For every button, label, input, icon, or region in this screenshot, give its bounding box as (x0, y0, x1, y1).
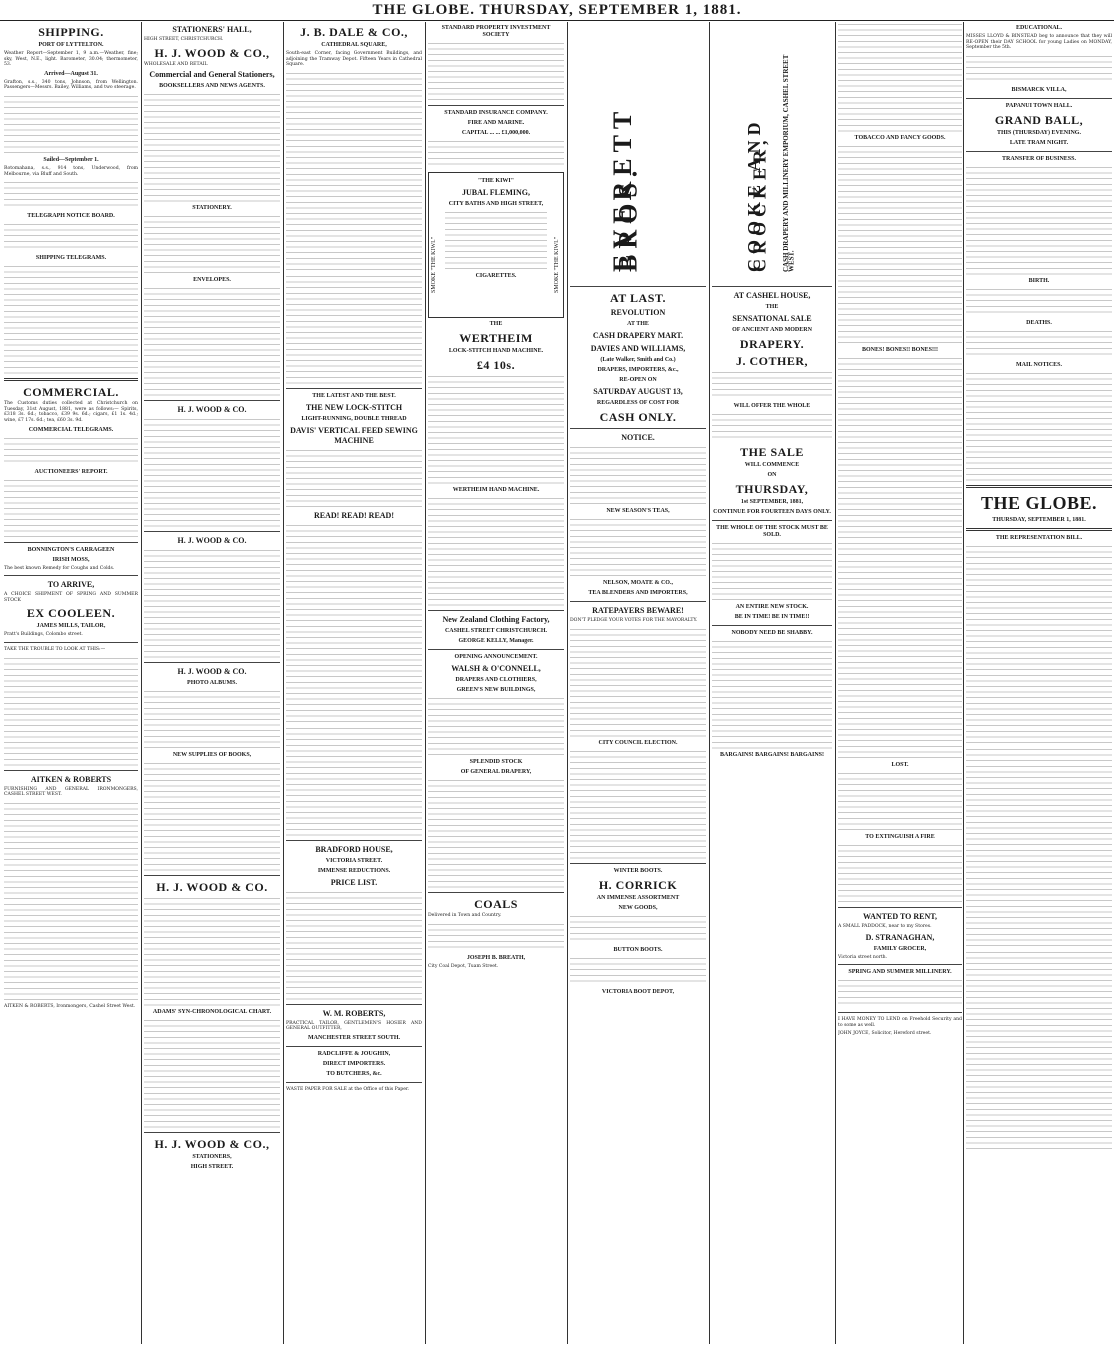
representation-heading: THE REPRESENTATION BILL. (995, 534, 1083, 541)
mail-heading: MAIL NOTICES. (1015, 361, 1062, 368)
carrageen-sub: IRISH MOSS, (52, 556, 90, 563)
lezard-text-block (4, 656, 138, 766)
grocer-line: FAMILY GROCER, (873, 945, 927, 952)
shipping-telegrams-heading: SHIPPING TELEGRAMS. (35, 255, 107, 262)
bones-heading: BONES! BONES!! BONES!!! (861, 347, 938, 353)
wholesale-line: WHOLESALE AND RETAIL (144, 61, 208, 67)
mail-text-block (966, 371, 1112, 481)
cooke-heading: COOKE AND CROCKER, (744, 117, 770, 272)
column-rule (567, 22, 568, 1344)
wanted-text-block-2 (838, 144, 962, 344)
wertheim-price: £4 10s. (476, 358, 516, 372)
nelson-sub: TEA BLENDERS AND IMPORTERS, (588, 590, 688, 596)
importers-line: DIRECT IMPORTERS. (322, 1060, 386, 1067)
drapers-importers: DRAPERS, IMPORTERS, &c., (597, 367, 679, 373)
columns (4, 22, 1112, 1344)
butchers-line: TO BUTCHERS, &c. (326, 1070, 382, 1077)
opening-heading: OPENING ANNOUNCEMENT. (454, 654, 538, 660)
globe-date: THURSDAY, SEPTEMBER 1, 1881. (992, 516, 1086, 523)
sailed-heading: Sailed—September 1. (43, 156, 99, 163)
wood5-text-block (144, 896, 280, 1006)
bismarck-line: BISMARCK VILLA, (1011, 86, 1067, 93)
grand-ball-heading: GRAND BALL, (994, 112, 1084, 127)
wood-heading: H. J. WOOD & CO., (154, 45, 270, 60)
new-goods-line: NEW GOODS, (618, 904, 658, 911)
column-6 (712, 22, 832, 1344)
revolution-heading: REVOLUTION (610, 308, 666, 317)
masthead: THE GLOBE. THURSDAY, SEPTEMBER 1, 1881. (0, 0, 1114, 21)
standard-insurance-heading: STANDARD INSURANCE COMPANY. (444, 110, 548, 116)
at-the-line: AT THE (627, 321, 649, 327)
commercial-stationers: Commercial and General Stationers, (149, 70, 275, 80)
aitken-heading: AITKEN & ROBERTS (30, 774, 112, 784)
column-1 (4, 22, 138, 1344)
radcliffe-heading: RADCLIFFE & JOUGHIN, (317, 1050, 391, 1057)
breath-heading: JOSEPH B. BREATH, (466, 954, 526, 961)
millinery-heading: SPRING AND SUMMER MILLINERY. (848, 969, 952, 976)
teas-heading: NEW SEASON'S TEAS, (606, 508, 670, 514)
coals-sub: Delivered in Town and Country. (428, 913, 502, 918)
lockstitch-sub: LIGHT-RUNNING, DOUBLE THREAD (301, 415, 407, 422)
the-word: THE (765, 304, 779, 310)
victoria-street: VICTORIA STREET. (325, 857, 383, 864)
greens-line: GREEN'S NEW BUILDINGS, (456, 687, 536, 693)
column-rule (709, 22, 710, 1344)
nz-clothing-heading: New Zealand Clothing Factory, (442, 615, 550, 624)
boots-text-block (570, 956, 706, 986)
envelopes-text-block (144, 286, 280, 396)
entire-line: AN ENTIRE NEW STOCK. (735, 604, 809, 610)
latest-heading: THE LATEST AND THE BEST. (312, 392, 396, 399)
lloyd-text: MISSES LLOYD & BINSTEAD beg to announce that they will RE-OPEN their DAY SCHOOL for young Ladies on MONDAY, September the 5th. (966, 34, 1112, 51)
breath-address: City Coal Depot, Tuam Street. (428, 963, 499, 969)
new-supplies-text-block (144, 761, 280, 871)
wanted-text-block-4 (838, 559, 962, 759)
nelson-heading: NELSON, MOATE & CO., (603, 580, 673, 586)
drapers-line: DRAPERS AND CLOTHIERS, (455, 677, 537, 683)
commercial-text-block (4, 436, 138, 466)
lezard-heading: TAKE THE TROUBLE TO LOOK AT THIS:— (4, 646, 106, 652)
walsh-text-block (428, 696, 564, 756)
column-rule (425, 22, 426, 1344)
stranaghan-heading: D. STRANAGHAN, (865, 932, 935, 942)
column-3 (286, 22, 422, 1344)
commercial-heading: COMMERCIAL. (23, 385, 119, 400)
new-supplies-heading: NEW SUPPLIES OF BOOKS, (172, 752, 252, 759)
port-heading: PORT OF LYTTELTON. (38, 42, 104, 48)
read-heading: READ! READ! READ! (314, 510, 394, 520)
bradford-heading: BRADFORD HOUSE, (315, 844, 393, 854)
globe-title: THE GLOBE. (980, 492, 1098, 513)
extinguish-text-block (838, 843, 962, 903)
teas-text-block (570, 517, 706, 577)
reopen-line: RE-OPEN ON (619, 377, 657, 383)
high-street-line: HIGH STREET. (190, 1164, 234, 1171)
ratepayers-text-block (570, 627, 706, 737)
notice-text-block (570, 445, 706, 505)
kiwi-ad (428, 172, 564, 318)
waste-paper: WASTE PAPER FOR SALE at the Office of this Paper. (286, 1086, 410, 1092)
smoke-kiwi-left: SMOKE "THE KIWI." (431, 236, 437, 293)
aitken-text-block (4, 801, 138, 1001)
cother-text-block (712, 370, 832, 400)
cooke-ad (712, 22, 832, 282)
cigarettes-heading: CIGARETTES. (475, 273, 517, 279)
wertheim-sub: LOCK-STITCH HAND MACHINE. (448, 348, 544, 354)
column-8 (966, 22, 1112, 1344)
davies-sub: (Late Walker, Smith and Co.) (600, 357, 676, 363)
winter-heading: WINTER BOOTS. (613, 867, 663, 874)
dale-address: CATHEDRAL SQUARE, (321, 42, 387, 48)
shabby-text-block (712, 639, 832, 749)
insurance-text-block (428, 139, 564, 169)
commence-line: WILL COMMENCE (744, 462, 800, 468)
commercial-text: The Customs duties collected at Christchurch on Tuesday, 31st August, 1881, were as follows:— Spirits, £318 3s. 6d.; tobacco, £39 9s. 6d.; cigars, £1 1s. 4d.; wine, £7 17s. 6d.; tea, £60 3s. 9d. (4, 401, 138, 423)
column-4 (428, 22, 564, 1344)
aitken-sub: FURNISHING AND GENERAL IRONMONGERS, CASHEL STREET WEST. (4, 786, 138, 798)
the-line: THE (489, 321, 503, 327)
dale-text-block-2 (286, 274, 422, 384)
jubal-address: CITY BATHS AND HIGH STREET, (448, 201, 544, 207)
ex-cooleen: EX COOLEEN. (26, 606, 116, 621)
telegrams-text-block (4, 264, 138, 374)
offer-text-block (712, 412, 832, 442)
regardless-line: REGARDLESS OF COST FOR (596, 400, 680, 406)
thursday-heading: THURSDAY, (735, 482, 809, 496)
arrive-heading: TO ARRIVE, (47, 580, 95, 590)
cashel-street-line: CASHEL STREET CHRISTCHURCH. (444, 628, 548, 634)
joyce-line: JOHN JOYCE, Solicitor, Hereford street. (838, 1031, 932, 1037)
fire-marine-line: FIRE AND MARINE. (467, 120, 525, 126)
column-5 (570, 22, 706, 1344)
mills-address: Pratt's Buildings, Colombo street. (4, 632, 83, 638)
wertheim-list-block (428, 496, 564, 606)
shipping-text-block (4, 180, 138, 210)
birth-heading: BIRTH. (1028, 277, 1050, 284)
carrageen-text: The best known Remedy for Coughs and Colds. (4, 565, 115, 571)
saturday-line: SATURDAY AUGUST 13, (593, 387, 683, 396)
dale-heading: J. B. DALE & CO., (300, 25, 408, 39)
will-offer-line: WILL OFFER THE WHOLE (733, 403, 811, 409)
general-line: OF GENERAL DRAPERY, (460, 769, 532, 775)
wanted-text-block (838, 22, 962, 132)
transfer-text-block (966, 165, 1112, 275)
commercial-telegrams-heading: COMMERCIAL TELEGRAMS. (28, 426, 114, 433)
stationery-heading: STATIONERY. (192, 205, 232, 212)
coals-text-block (428, 922, 564, 952)
button-boots-line: BUTTON BOOTS. (613, 946, 663, 953)
stranaghan-address: Victoria street north. (838, 954, 888, 960)
column-rule (835, 22, 836, 1344)
transfer-heading: TRANSFER OF BUSINESS. (1002, 155, 1076, 162)
continue-line: CONTINUE FOR FOURTEEN DAYS ONLY. (713, 509, 831, 515)
ancient-line: OF ANCIENT AND MODERN (732, 327, 812, 333)
dale-text-block (286, 71, 422, 271)
cother-heading: J. COTHER, (735, 354, 808, 368)
lockstitch-heading: THE NEW LOCK-STITCH (305, 402, 403, 412)
corrick-heading: H. CORRICK (598, 877, 678, 892)
photo-albums-text-block (144, 689, 280, 749)
adams-chart-heading: ADAMS' SYN-CHRONOLOGICAL CHART. (152, 1009, 272, 1016)
be-in-time-line: BE IN TIME! BE IN TIME!! (734, 614, 810, 620)
arrived-text: Grafton, s.s., 340 tons, Johnson, from Wellington. Passengers—Messrs. Bailey, Williams, and two steerage. (4, 79, 138, 91)
testimonials-text-block-2 (286, 726, 422, 836)
wood5-heading: H. J. WOOD & CO. (156, 880, 268, 895)
wood4-heading: H. J. WOOD & CO. (177, 667, 247, 677)
testimonials-text-block (286, 523, 422, 723)
millinery-text-block (838, 978, 962, 1008)
photo-albums-heading: PHOTO ALBUMS. (187, 680, 237, 687)
at-last-heading: AT LAST. (609, 291, 667, 305)
auctioneers-text-block (4, 478, 138, 538)
wood-text-block (144, 92, 280, 202)
walsh-heading: WALSH & O'CONNELL, (451, 664, 541, 673)
deaths-heading: DEATHS. (1026, 319, 1052, 326)
davis-text-block (286, 448, 422, 508)
price-list-text-block (286, 890, 422, 1000)
wood3-heading: H. J. WOOD & CO. (177, 536, 247, 546)
drapery-heading: DRAPERY. (739, 337, 805, 351)
price-list-heading: PRICE LIST. (330, 877, 378, 887)
on-line: ON (767, 472, 777, 478)
coals-heading: COALS (474, 897, 518, 911)
wood2-text-block (144, 417, 280, 527)
papanui-heading: PAPANUI TOWN HALL. (1005, 102, 1073, 109)
mills-name: JAMES MILLS, TAILOR, (36, 623, 106, 630)
envelopes-heading: ENVELOPES. (193, 277, 231, 284)
davis-heading: DAVIS' VERTICAL FEED SEWING MACHINE (290, 425, 418, 445)
davies-heading: DAVIES AND WILLIAMS, (590, 344, 686, 353)
educational-heading: EDUCATIONAL. (1015, 25, 1063, 31)
dale-text: South-east Corner, facing Government Buildings, and adjoining the Tramway Depot. Fifteen Years in Cathedral Square. (286, 51, 422, 68)
date-line: 1st SEPTEMBER, 1881, (740, 499, 804, 505)
lost-heading: LOST. (891, 762, 909, 768)
ratepayers-heading: RATEPAYERS BEWARE! (592, 606, 684, 615)
column-rule (283, 22, 284, 1344)
reductions-heading: IMMENSE REDUCTIONS. (317, 867, 391, 874)
wertheim-heading: WERTHEIM (459, 331, 533, 345)
telegraph-text-block (4, 222, 138, 252)
shabby-line: NOBODY NEED BE SHABBY. (731, 630, 813, 636)
extinguish-heading: TO EXTINGUISH A FIRE (865, 834, 935, 840)
jubal-heading: JUBAL FLEMING, (461, 188, 530, 197)
everett-heading: EVERETT BROS. (608, 106, 643, 272)
column-rule (963, 22, 964, 1344)
birth-text-block (966, 287, 1112, 317)
wood6-heading: H. J. WOOD & CO., (154, 1137, 270, 1152)
wood2-heading: H. J. WOOD & CO. (177, 405, 247, 415)
arrive-text: A CHOICE SHIPMENT OF SPRING AND SUMMER STOCK (4, 592, 138, 603)
kiwi-text-block (445, 210, 547, 270)
wertheim-text-block (428, 374, 564, 484)
shipping-heading: SHIPPING. (38, 25, 104, 39)
sailed-text: Rotomahana, s.s., 914 tons, Underwood, from Melbourne, via Bluff and South. (4, 165, 138, 177)
cash-only-heading: CASH ONLY. (599, 410, 677, 424)
cash-drapery-heading: CASH DRAPERY MART. (592, 331, 684, 340)
drapery-text-block (428, 778, 564, 888)
stationers-heading: STATIONERS' HALL, (172, 25, 252, 34)
cooke-sub: CASH DRAPERY AND MILLINERY EMPORIUM, CASHEL STREET WEST. (782, 54, 796, 272)
column-2 (144, 22, 280, 1344)
carrageen-title: BONNINGTON'S CARRAGEEN (27, 546, 115, 553)
booksellers-line: BOOKSELLERS AND NEWS AGENTS. (159, 83, 265, 90)
money-line: I HAVE MONEY TO LEND on Freehold Security and to some as well. (838, 1017, 962, 1028)
sale-heading: THE SALE (740, 445, 804, 459)
council-text-block (570, 749, 706, 859)
wanted-rent-heading: WANTED TO RENT, (862, 912, 938, 921)
kelly-line: GEORGE KELLY, Manager. (458, 638, 534, 644)
kiwi-heading: "THE KIWI" (477, 178, 515, 184)
weather-report: Weather Report—September 1, 9 a.m.—Weather, fine; sky, West, N.E., light. Barometer, 30.04; thermometer, 53. (4, 51, 138, 68)
council-heading: CITY COUNCIL ELECTION. (598, 739, 678, 746)
adams-text-block (144, 1018, 280, 1128)
paddock-line: A SMALL PADDOCK, near to my Stores. (838, 924, 932, 929)
everett-ad (570, 22, 706, 282)
sensational-heading: SENSATIONAL SALE (732, 314, 812, 323)
whole-stock-line: THE WHOLE OF THE STOCK MUST BE SOLD. (716, 525, 828, 538)
corrick-text-block (570, 914, 706, 944)
stationery-text-block (144, 214, 280, 274)
wanted-text-block-3 (838, 356, 962, 556)
assortment-line: AN IMMENSE ASSORTMENT (596, 894, 680, 901)
smoke-kiwi-right: SMOKE "THE KIWI." (554, 236, 560, 293)
stationers-address: HIGH STREET, CHRISTCHURCH. (144, 37, 224, 42)
roberts-sub: PRACTICAL TAILOR, GENTLEMEN'S HOSIER AND GENERAL OUTFITTER, (286, 1020, 422, 1032)
capital-line: CAPITAL ... ... £1,000,000. (461, 130, 531, 136)
lloyd-text-block (966, 54, 1112, 84)
roberts-address: MANCHESTER STREET SOUTH. (307, 1034, 401, 1041)
bargains-line: BARGAINS! BARGAINS! BARGAINS! (719, 752, 824, 758)
tobacco-heading: TOBACCO AND FANCY GOODS. (854, 135, 946, 141)
editorial-text-block (966, 544, 1112, 744)
wertheim2-heading: WERTHEIM HAND MACHINE. (452, 487, 540, 493)
ratepayers-sub: DON'T PLEDGE YOUR VOTES FOR THE MAYORALTY. (570, 618, 698, 623)
stock-text-block (712, 541, 832, 601)
deaths-text-block (966, 329, 1112, 359)
shipping-text-block (4, 94, 138, 154)
column-7 (838, 22, 962, 1344)
lost-text-block (838, 771, 962, 831)
notice-heading: NOTICE. (621, 433, 655, 442)
tram-line: LATE TRAM NIGHT. (1009, 139, 1069, 146)
stationers2-line: STATIONERS, (192, 1154, 232, 1161)
column-rule (141, 22, 142, 1344)
splendid-line: SPLENDID STOCK (469, 759, 523, 765)
telegraph-heading: TELEGRAPH NOTICE BOARD. (27, 213, 115, 220)
victoria-boot-depot: VICTORIA BOOT DEPOT, (601, 988, 675, 995)
standard-text-block (428, 41, 564, 101)
auctioneers-heading: AUCTIONEERS' REPORT. (34, 468, 108, 475)
editorial-text-block-3 (966, 950, 1112, 1150)
evening-line: THIS (THURSDAY) EVENING. (997, 129, 1081, 136)
editorial-text-block-2 (966, 747, 1112, 947)
wood3-text-block (144, 548, 280, 658)
arrived-heading: Arrived—August 31. (44, 70, 98, 77)
aitken-footer: AITKEN & ROBERTS, Ironmongers, Cashel Street West. (4, 1003, 136, 1009)
roberts-heading: W. M. ROBERTS, (322, 1008, 386, 1018)
standard-heading: STANDARD PROPERTY INVESTMENT SOCIETY (441, 25, 551, 38)
cashel-house-heading: AT CASHEL HOUSE, (733, 291, 811, 300)
